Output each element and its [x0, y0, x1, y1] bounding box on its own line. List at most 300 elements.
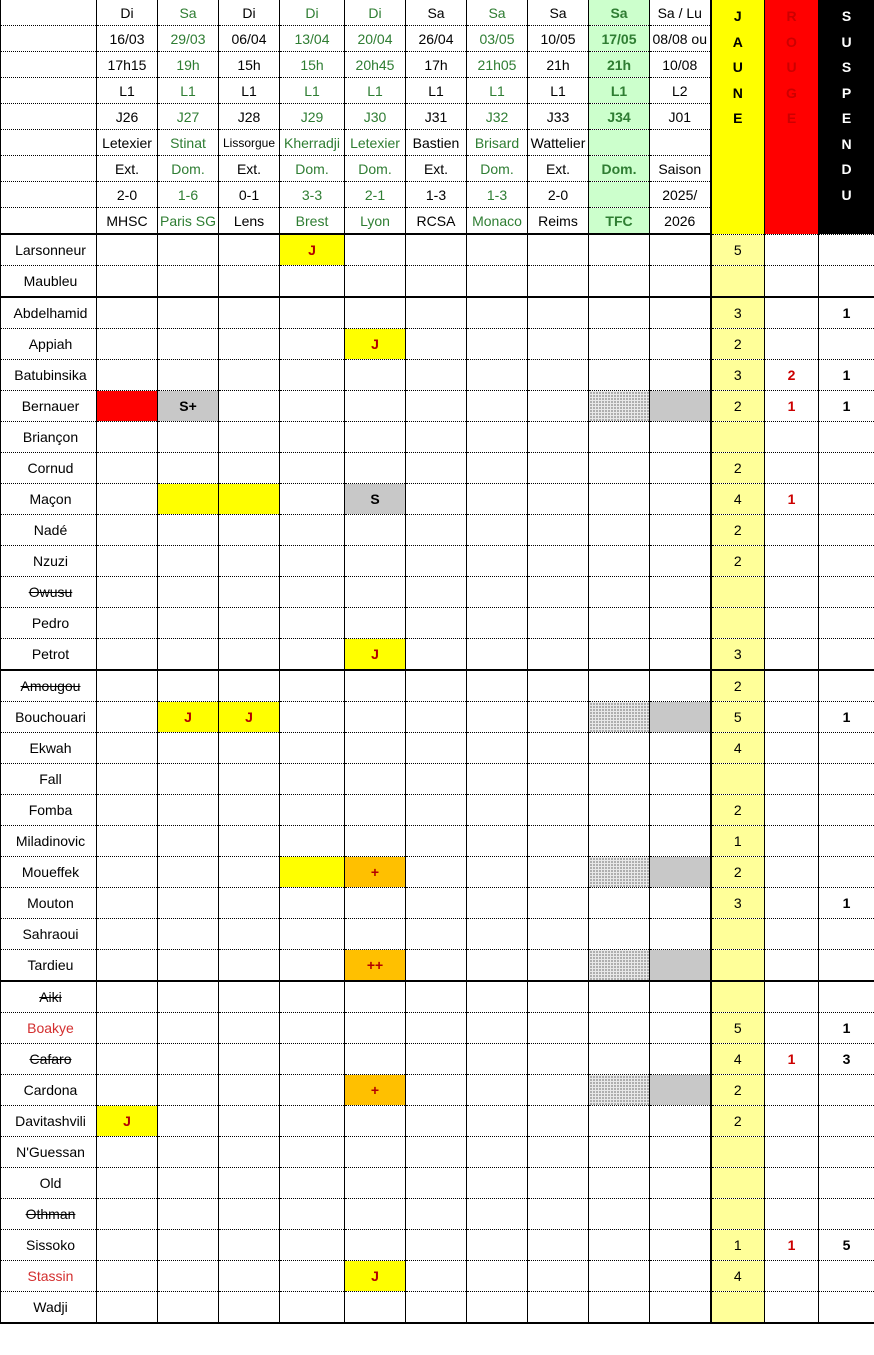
suspension-count — [819, 670, 874, 702]
yellow-card-count: 5 — [711, 702, 765, 733]
match-cell — [219, 1106, 280, 1137]
match-cell — [280, 1199, 345, 1230]
match-cell — [650, 795, 711, 826]
match-mark: J — [123, 1113, 131, 1129]
match-cell — [589, 826, 650, 857]
match-ref-7: Wattelier — [528, 130, 589, 156]
match-cell — [467, 1013, 528, 1044]
match-ref-8 — [589, 130, 650, 156]
match-venue-7: Ext. — [528, 156, 589, 182]
red-card-count — [765, 577, 819, 608]
red-card-count — [765, 795, 819, 826]
player-row — [1, 1137, 874, 1168]
match-cell — [528, 329, 589, 360]
match-cell — [280, 1292, 345, 1324]
player-row — [1, 1013, 874, 1044]
yellow-card-count — [711, 981, 765, 1013]
suspension-count — [819, 639, 874, 671]
player-name: Nzuzi — [1, 546, 97, 577]
yellow-card-count — [711, 1137, 765, 1168]
match-cell — [528, 608, 589, 639]
match-score-8 — [589, 182, 650, 208]
match-round-9: J01 — [650, 104, 711, 130]
match-cell — [467, 297, 528, 329]
summary-header-letter: S — [841, 59, 852, 75]
suspension-count — [819, 764, 874, 795]
suspension-count — [819, 422, 874, 453]
player-row — [1, 670, 874, 702]
match-score-6: 1-3 — [467, 182, 528, 208]
match-cell — [467, 577, 528, 608]
yellow-card-count: 1 — [711, 826, 765, 857]
match-cell — [97, 329, 158, 360]
match-date-0: 16/03 — [97, 26, 158, 52]
player-row — [1, 1106, 874, 1137]
match-cell — [158, 266, 219, 298]
match-cell — [528, 1230, 589, 1261]
yellow-card-count — [711, 422, 765, 453]
red-card-count — [765, 670, 819, 702]
match-cell — [589, 297, 650, 329]
match-cell — [219, 1168, 280, 1199]
match-cell — [528, 1261, 589, 1292]
match-ref-2: Lissorgue — [219, 130, 280, 156]
match-venue-1: Dom. — [158, 156, 219, 182]
match-cell — [345, 764, 406, 795]
match-cell — [650, 484, 711, 515]
match-cell — [97, 422, 158, 453]
match-mark: S+ — [179, 398, 197, 414]
summary-header-letter: R — [786, 8, 797, 24]
match-cell — [589, 1013, 650, 1044]
match-cell — [280, 1230, 345, 1261]
summary-header-letter: A — [732, 33, 743, 50]
match-cell — [528, 1199, 589, 1230]
match-cell — [280, 702, 345, 733]
match-venue-5: Ext. — [406, 156, 467, 182]
player-name: Sissoko — [1, 1230, 97, 1261]
match-cell — [345, 670, 406, 702]
match-cell — [467, 950, 528, 982]
match-cell — [650, 577, 711, 608]
yellow-card-count — [711, 1292, 765, 1324]
match-cell — [467, 484, 528, 515]
match-cell — [528, 1137, 589, 1168]
match-cell — [589, 391, 650, 422]
suspension-count — [819, 1168, 874, 1199]
match-ref-4: Letexier — [345, 130, 406, 156]
match-cell — [280, 950, 345, 982]
match-cell — [280, 234, 345, 266]
yellow-card-count — [711, 764, 765, 795]
match-score-5: 1-3 — [406, 182, 467, 208]
match-cell — [345, 1199, 406, 1230]
red-card-count — [765, 608, 819, 639]
match-date-9: 08/08 ou — [650, 26, 711, 52]
player-name: Batubinsika — [1, 360, 97, 391]
match-day-5: Sa — [406, 0, 467, 26]
match-cell — [219, 1013, 280, 1044]
match-cell — [158, 1230, 219, 1261]
match-cell — [158, 577, 219, 608]
match-cell — [97, 234, 158, 266]
match-cell — [406, 546, 467, 577]
player-name: Abdelhamid — [1, 297, 97, 329]
match-venue-9: Saison — [650, 156, 711, 182]
match-cell — [589, 1106, 650, 1137]
match-cell — [467, 733, 528, 764]
match-cell — [406, 391, 467, 422]
match-comp-0: L1 — [97, 78, 158, 104]
player-row — [1, 919, 874, 950]
suspension-count: 1 — [819, 702, 874, 733]
match-cell — [528, 1075, 589, 1106]
match-cell — [280, 1261, 345, 1292]
match-cell — [280, 546, 345, 577]
match-cell — [97, 733, 158, 764]
match-cell — [650, 857, 711, 888]
player-row — [1, 360, 874, 391]
match-cell — [528, 702, 589, 733]
match-cell — [158, 1292, 219, 1324]
match-cell — [158, 826, 219, 857]
match-cell — [467, 453, 528, 484]
match-cell — [345, 795, 406, 826]
match-cell — [219, 795, 280, 826]
red-card-count — [765, 702, 819, 733]
match-cell — [589, 1199, 650, 1230]
suspension-count — [819, 857, 874, 888]
match-cell — [280, 795, 345, 826]
match-cell — [345, 484, 406, 515]
match-round-4: J30 — [345, 104, 406, 130]
match-cell — [406, 919, 467, 950]
match-ref-6: Brisard — [467, 130, 528, 156]
player-row — [1, 577, 874, 608]
match-cell — [467, 391, 528, 422]
match-cell — [280, 422, 345, 453]
match-cell — [345, 1137, 406, 1168]
match-cell — [280, 764, 345, 795]
suspension-count — [819, 950, 874, 982]
match-day-9: Sa / Lu — [650, 0, 711, 26]
match-cell — [280, 733, 345, 764]
match-cell — [589, 453, 650, 484]
suspension-count — [819, 1199, 874, 1230]
player-row — [1, 981, 874, 1013]
match-cell — [280, 266, 345, 298]
player-row — [1, 764, 874, 795]
match-cell — [528, 950, 589, 982]
red-card-count — [765, 1075, 819, 1106]
header-label-opponent — [1, 208, 97, 235]
match-cell — [467, 266, 528, 298]
match-day-7: Sa — [528, 0, 589, 26]
match-time-0: 17h15 — [97, 52, 158, 78]
match-opponent-2: Lens — [219, 208, 280, 235]
match-cell — [528, 266, 589, 298]
match-cell — [528, 297, 589, 329]
match-cell — [406, 608, 467, 639]
match-cell — [406, 1106, 467, 1137]
red-card-count — [765, 266, 819, 298]
match-cell — [345, 360, 406, 391]
match-cell — [589, 919, 650, 950]
match-cell — [528, 764, 589, 795]
match-cell — [97, 453, 158, 484]
match-date-2: 06/04 — [219, 26, 280, 52]
match-cell — [467, 422, 528, 453]
red-card-count — [765, 1106, 819, 1137]
match-time-2: 15h — [219, 52, 280, 78]
match-cell — [97, 1199, 158, 1230]
match-cell — [158, 1044, 219, 1075]
match-cell — [345, 1106, 406, 1137]
player-row — [1, 484, 874, 515]
player-row — [1, 391, 874, 422]
match-cell — [406, 484, 467, 515]
match-time-4: 20h45 — [345, 52, 406, 78]
suspension-count: 1 — [819, 888, 874, 919]
yellow-card-count: 3 — [711, 297, 765, 329]
match-cell — [528, 515, 589, 546]
match-cell — [589, 1075, 650, 1106]
match-cell — [589, 360, 650, 391]
match-date-3: 13/04 — [280, 26, 345, 52]
match-cell — [345, 702, 406, 733]
match-cell — [589, 1261, 650, 1292]
match-cell — [589, 950, 650, 982]
match-cell — [650, 422, 711, 453]
match-round-1: J27 — [158, 104, 219, 130]
summary-header-letter: J — [733, 8, 742, 24]
red-card-count — [765, 733, 819, 764]
match-mark: J — [308, 242, 316, 258]
match-cell — [97, 888, 158, 919]
match-day-0: Di — [97, 0, 158, 26]
match-cell — [467, 1106, 528, 1137]
match-cell — [528, 733, 589, 764]
match-cell — [158, 391, 219, 422]
player-row — [1, 1261, 874, 1292]
match-cell — [528, 1168, 589, 1199]
match-cell — [406, 795, 467, 826]
summary-header-letter: U — [732, 59, 743, 75]
player-row — [1, 639, 874, 671]
yellow-card-count: 4 — [711, 1044, 765, 1075]
yellow-card-count: 2 — [711, 546, 765, 577]
player-row — [1, 515, 874, 546]
header-label-time — [1, 52, 97, 78]
match-cell — [280, 1137, 345, 1168]
match-cell — [345, 608, 406, 639]
match-cell — [589, 981, 650, 1013]
suspension-count: 5 — [819, 1230, 874, 1261]
match-cell — [650, 639, 711, 671]
match-cell — [467, 1230, 528, 1261]
player-name: Cardona — [1, 1075, 97, 1106]
match-cell — [345, 266, 406, 298]
match-cell — [650, 546, 711, 577]
match-cell — [589, 546, 650, 577]
match-cell — [650, 266, 711, 298]
match-cell — [589, 234, 650, 266]
match-comp-8: L1 — [589, 78, 650, 104]
match-day-8: Sa — [589, 0, 650, 26]
match-cell — [158, 453, 219, 484]
match-cell — [650, 1075, 711, 1106]
yellow-card-count: 2 — [711, 670, 765, 702]
player-row — [1, 857, 874, 888]
match-cell — [345, 234, 406, 266]
match-date-5: 26/04 — [406, 26, 467, 52]
yellow-card-count: 2 — [711, 857, 765, 888]
match-cell — [158, 329, 219, 360]
match-ref-9 — [650, 130, 711, 156]
header-label-score — [1, 182, 97, 208]
match-time-9: 10/08 — [650, 52, 711, 78]
player-name: Old — [1, 1168, 97, 1199]
match-cell — [158, 484, 219, 515]
match-cell — [650, 981, 711, 1013]
match-cell — [406, 826, 467, 857]
match-cell — [406, 360, 467, 391]
match-opponent-3: Brest — [280, 208, 345, 235]
match-cell — [158, 950, 219, 982]
summary-header-letter: O — [786, 33, 797, 50]
match-cell — [280, 826, 345, 857]
match-cell — [467, 546, 528, 577]
suspension-count — [819, 515, 874, 546]
match-day-1: Sa — [158, 0, 219, 26]
red-card-count — [765, 1168, 819, 1199]
match-opponent-6: Monaco — [467, 208, 528, 235]
red-card-count: 2 — [765, 360, 819, 391]
match-cell — [589, 1168, 650, 1199]
red-card-count — [765, 826, 819, 857]
match-cell — [158, 857, 219, 888]
match-mark: J — [371, 336, 379, 352]
player-row — [1, 950, 874, 982]
match-cell — [280, 453, 345, 484]
match-cell — [467, 608, 528, 639]
match-cell — [158, 888, 219, 919]
player-name: Ekwah — [1, 733, 97, 764]
match-cell — [467, 702, 528, 733]
yellow-card-count: 2 — [711, 329, 765, 360]
match-cell — [589, 764, 650, 795]
match-cell — [528, 1292, 589, 1324]
match-cell — [589, 515, 650, 546]
match-cell — [97, 1137, 158, 1168]
match-cell — [528, 1013, 589, 1044]
match-cell — [406, 1044, 467, 1075]
match-opponent-0: MHSC — [97, 208, 158, 235]
summary-header-letter: D — [841, 161, 852, 177]
match-cell — [97, 266, 158, 298]
header-label-venue — [1, 156, 97, 182]
match-cell — [219, 733, 280, 764]
red-card-count — [765, 639, 819, 671]
match-cell — [280, 1106, 345, 1137]
match-cell — [467, 857, 528, 888]
match-cell — [280, 1168, 345, 1199]
match-cell — [158, 795, 219, 826]
match-cell — [406, 1168, 467, 1199]
match-mark: J — [184, 709, 192, 725]
match-cell — [219, 577, 280, 608]
match-cell — [219, 1292, 280, 1324]
match-cell — [406, 702, 467, 733]
match-cell — [345, 1292, 406, 1324]
match-cell — [97, 670, 158, 702]
match-cell — [467, 888, 528, 919]
match-time-8: 21h — [589, 52, 650, 78]
player-row — [1, 329, 874, 360]
summary-header-letter: N — [732, 84, 743, 101]
match-round-0: J26 — [97, 104, 158, 130]
player-row — [1, 234, 874, 266]
match-cell — [589, 670, 650, 702]
match-cell — [219, 360, 280, 391]
summary-header-suspendu — [819, 0, 874, 234]
match-cell — [97, 391, 158, 422]
match-cell — [528, 422, 589, 453]
match-cell — [467, 515, 528, 546]
match-cell — [219, 1137, 280, 1168]
match-cell — [97, 1044, 158, 1075]
match-mark: J — [371, 646, 379, 662]
match-cell — [650, 391, 711, 422]
match-mark: ++ — [366, 957, 384, 973]
match-cell — [219, 484, 280, 515]
match-cell — [650, 608, 711, 639]
match-cell — [280, 981, 345, 1013]
match-cell — [650, 950, 711, 982]
match-cell — [345, 1044, 406, 1075]
match-cell — [406, 857, 467, 888]
match-cell — [589, 702, 650, 733]
match-score-2: 0-1 — [219, 182, 280, 208]
match-opponent-8: TFC — [589, 208, 650, 235]
match-cell — [650, 764, 711, 795]
match-cell — [406, 670, 467, 702]
match-cell — [650, 1292, 711, 1324]
match-cell — [406, 981, 467, 1013]
player-row — [1, 826, 874, 857]
match-cell — [528, 391, 589, 422]
player-name: Nadé — [1, 515, 97, 546]
player-row — [1, 1292, 874, 1324]
match-cell — [219, 857, 280, 888]
match-cell — [158, 515, 219, 546]
suspension-count — [819, 546, 874, 577]
match-cell — [345, 733, 406, 764]
match-cell — [650, 1168, 711, 1199]
match-cell — [158, 1199, 219, 1230]
match-cell — [280, 670, 345, 702]
match-day-2: Di — [219, 0, 280, 26]
match-score-7: 2-0 — [528, 182, 589, 208]
match-date-8: 17/05 — [589, 26, 650, 52]
match-cell — [467, 919, 528, 950]
match-cell — [280, 919, 345, 950]
match-cell — [158, 764, 219, 795]
match-cell — [280, 329, 345, 360]
match-cell — [219, 234, 280, 266]
match-date-4: 20/04 — [345, 26, 406, 52]
match-cell — [219, 950, 280, 982]
